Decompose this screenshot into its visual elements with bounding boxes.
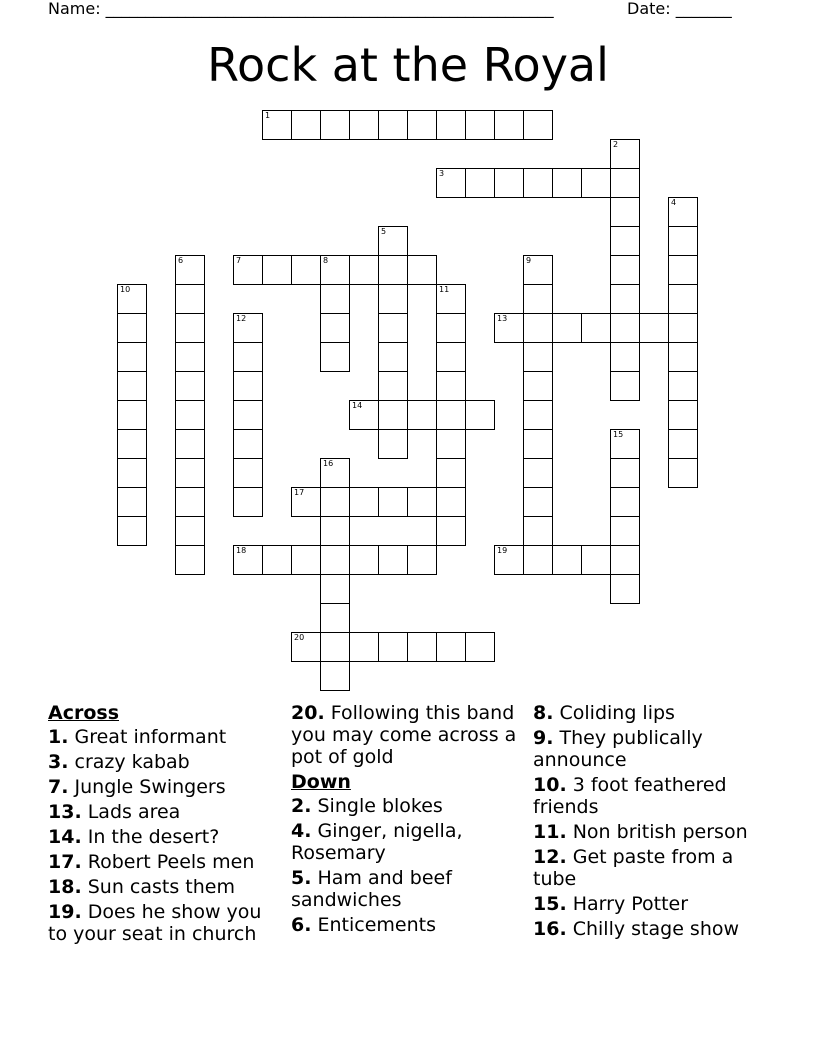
grid-cell[interactable] [378,110,408,140]
grid-cell[interactable] [610,197,640,227]
grid-cell[interactable] [639,313,669,343]
clue-across-20: 20. Following this band you may come across a pot of gold [291,702,517,768]
clue-number: 12 [236,314,247,323]
grid-cell[interactable] [233,342,263,372]
grid-cell[interactable] [320,487,350,517]
grid-cell[interactable] [610,458,640,488]
grid-cell[interactable] [610,284,640,314]
grid-cell[interactable] [233,545,263,575]
grid-cell[interactable] [436,371,466,401]
grid-cell[interactable] [291,487,321,517]
clue-down-2: 2. Single blokes [291,795,443,817]
grid-cell[interactable] [320,574,350,604]
grid-cell[interactable] [610,371,640,401]
grid-cell[interactable] [407,545,437,575]
grid-cell[interactable] [175,342,205,372]
grid-cell[interactable] [407,110,437,140]
grid-cell[interactable] [436,284,466,314]
grid-cell[interactable] [436,400,466,430]
grid-cell[interactable] [668,371,698,401]
clue-across-17: 17. Robert Peels men [48,851,255,873]
grid-cell[interactable] [320,284,350,314]
grid-cell[interactable] [668,255,698,285]
grid-cell[interactable] [552,168,582,198]
grid-cell[interactable] [117,516,147,546]
clue-number: 11 [439,285,450,294]
grid-cell[interactable] [291,255,321,285]
grid-cell[interactable] [233,458,263,488]
grid-cell[interactable] [610,139,640,169]
grid-cell[interactable] [668,313,698,343]
grid-cell[interactable] [175,545,205,575]
grid-cell[interactable] [378,284,408,314]
grid-cell[interactable] [436,429,466,459]
grid-cell[interactable] [175,400,205,430]
grid-cell[interactable] [523,400,553,430]
grid-cell[interactable] [291,110,321,140]
grid-cell[interactable] [117,487,147,517]
grid-cell[interactable] [436,632,466,662]
clue-across-7: 7. Jungle Swingers [48,776,226,798]
grid-cell[interactable] [117,284,147,314]
grid-cell[interactable] [407,255,437,285]
grid-cell[interactable] [494,545,524,575]
grid-cell[interactable] [117,400,147,430]
grid-cell[interactable] [175,429,205,459]
grid-cell[interactable] [378,226,408,256]
grid-cell[interactable] [320,255,350,285]
clue-down-15: 15. Harry Potter [533,893,689,915]
grid-cell[interactable] [610,574,640,604]
grid-cell[interactable] [233,487,263,517]
clues-column-1 [48,702,283,948]
grid-cell[interactable] [610,255,640,285]
clue-number: 15 [613,430,624,439]
clue-down-10: 10. 3 foot feathered friends [533,774,727,818]
grid-cell[interactable] [291,632,321,662]
grid-cell[interactable] [320,661,350,691]
grid-cell[interactable] [610,313,640,343]
clues-column-3 [533,702,768,943]
clues-heading-across: Across [48,702,120,724]
grid-cell[interactable] [175,255,205,285]
clue-number: 16 [323,459,334,468]
clue-down-9: 9. They publically announce [533,727,703,771]
grid-cell[interactable] [610,168,640,198]
clue-number: 6 [178,256,184,265]
grid-cell[interactable] [175,516,205,546]
grid-cell[interactable] [436,313,466,343]
grid-cell[interactable] [378,255,408,285]
grid-cell[interactable] [320,632,350,662]
grid-cell[interactable] [320,110,350,140]
grid-cell[interactable] [610,226,640,256]
grid-cell[interactable] [349,487,379,517]
grid-cell[interactable] [378,487,408,517]
grid-cell[interactable] [581,545,611,575]
grid-cell[interactable] [233,313,263,343]
grid-cell[interactable] [523,110,553,140]
clue-down-4: 4. Ginger, nigella, Rosemary [291,820,463,864]
grid-cell[interactable] [407,632,437,662]
grid-cell[interactable] [436,487,466,517]
grid-cell[interactable] [523,313,553,343]
grid-cell[interactable] [175,284,205,314]
grid-cell[interactable] [117,371,147,401]
clue-number: 4 [671,198,677,207]
grid-cell[interactable] [465,632,495,662]
clue-number: 19 [497,546,508,555]
grid-cell[interactable] [668,342,698,372]
grid-cell[interactable] [175,487,205,517]
clue-across-3: 3. crazy kabab [48,751,190,773]
grid-cell[interactable] [349,400,379,430]
clue-down-16: 16. Chilly stage show [533,918,740,940]
grid-cell[interactable] [523,458,553,488]
clue-number: 7 [236,256,242,265]
grid-cell[interactable] [378,313,408,343]
grid-cell[interactable] [494,110,524,140]
clues-column-2 [291,702,526,939]
grid-cell[interactable] [378,400,408,430]
grid-cell[interactable] [175,371,205,401]
clue-across-19: 19. Does he show you to your seat in church [48,901,262,945]
clue-number: 1 [265,111,271,120]
clue-down-6: 6. Enticements [291,914,436,936]
clue-across-14: 14. In the desert? [48,826,220,848]
clue-number: 2 [613,140,619,149]
clue-down-11: 11. Non british person [533,821,748,843]
grid-cell[interactable] [349,632,379,662]
grid-cell[interactable] [436,110,466,140]
grid-cell[interactable] [552,545,582,575]
grid-cell[interactable] [610,545,640,575]
grid-cell[interactable] [378,371,408,401]
grid-cell[interactable] [407,400,437,430]
clue-number: 9 [526,256,532,265]
grid-cell[interactable] [320,458,350,488]
clue-number: 3 [439,169,445,178]
grid-cell[interactable] [262,545,292,575]
grid-cell[interactable] [523,255,553,285]
clue-number: 10 [120,285,131,294]
grid-cell[interactable] [349,545,379,575]
grid-cell[interactable] [552,313,582,343]
grid-cell[interactable] [117,458,147,488]
grid-cell[interactable] [436,458,466,488]
clue-number: 5 [381,227,387,236]
grid-cell[interactable] [407,487,437,517]
clue-number: 20 [294,633,305,642]
clue-number: 17 [294,488,305,497]
grid-cell[interactable] [378,545,408,575]
clue-down-12: 12. Get paste from a tube [533,846,734,890]
grid-cell[interactable] [262,255,292,285]
grid-cell[interactable] [436,516,466,546]
grid-cell[interactable] [233,400,263,430]
clue-number: 14 [352,401,363,410]
grid-cell[interactable] [668,197,698,227]
grid-cell[interactable] [494,313,524,343]
grid-cell[interactable] [117,313,147,343]
grid-cell[interactable] [465,168,495,198]
clue-number: 18 [236,546,247,555]
grid-cell[interactable] [610,516,640,546]
grid-cell[interactable] [378,342,408,372]
clue-number: 8 [323,256,329,265]
grid-cell[interactable] [523,342,553,372]
grid-cell[interactable] [610,342,640,372]
grid-cell[interactable] [117,342,147,372]
grid-cell[interactable] [668,226,698,256]
grid-cell[interactable] [668,429,698,459]
grid-cell[interactable] [668,284,698,314]
grid-cell[interactable] [465,110,495,140]
clue-across-18: 18. Sun casts them [48,876,235,898]
clue-across-13: 13. Lads area [48,801,181,823]
grid-cell[interactable] [523,545,553,575]
grid-cell[interactable] [320,516,350,546]
grid-cell[interactable] [320,313,350,343]
grid-cell[interactable] [668,400,698,430]
grid-cell[interactable] [610,429,640,459]
grid-cell[interactable] [233,371,263,401]
grid-cell[interactable] [175,313,205,343]
grid-cell[interactable] [494,168,524,198]
grid-cell[interactable] [349,255,379,285]
grid-cell[interactable] [610,487,640,517]
grid-cell[interactable] [378,429,408,459]
clue-down-8: 8. Coliding lips [533,702,675,724]
grid-cell[interactable] [581,168,611,198]
grid-cell[interactable] [320,545,350,575]
grid-cell[interactable] [175,458,205,488]
grid-cell[interactable] [436,342,466,372]
grid-cell[interactable] [320,342,350,372]
grid-cell[interactable] [523,487,553,517]
page-title: Rock at the Royal [207,38,609,92]
grid-cell[interactable] [523,429,553,459]
grid-cell[interactable] [117,429,147,459]
grid-cell[interactable] [581,313,611,343]
grid-cell[interactable] [233,255,263,285]
grid-cell[interactable] [523,284,553,314]
grid-cell[interactable] [523,516,553,546]
grid-cell[interactable] [465,400,495,430]
grid-cell[interactable] [320,603,350,633]
grid-cell[interactable] [436,168,466,198]
grid-cell[interactable] [523,168,553,198]
grid-cell[interactable] [262,110,292,140]
grid-cell[interactable] [523,371,553,401]
grid-cell[interactable] [349,110,379,140]
grid-cell[interactable] [378,632,408,662]
name-label: Name: ________________________________________________________ [48,0,554,18]
date-label: Date: _______ [627,0,732,18]
clues-heading-down: Down [291,771,351,793]
clue-number: 13 [497,314,508,323]
clue-across-1: 1. Great informant [48,726,227,748]
grid-cell[interactable] [291,545,321,575]
clue-down-5: 5. Ham and beef sandwiches [291,867,452,911]
grid-cell[interactable] [233,429,263,459]
grid-cell[interactable] [668,458,698,488]
